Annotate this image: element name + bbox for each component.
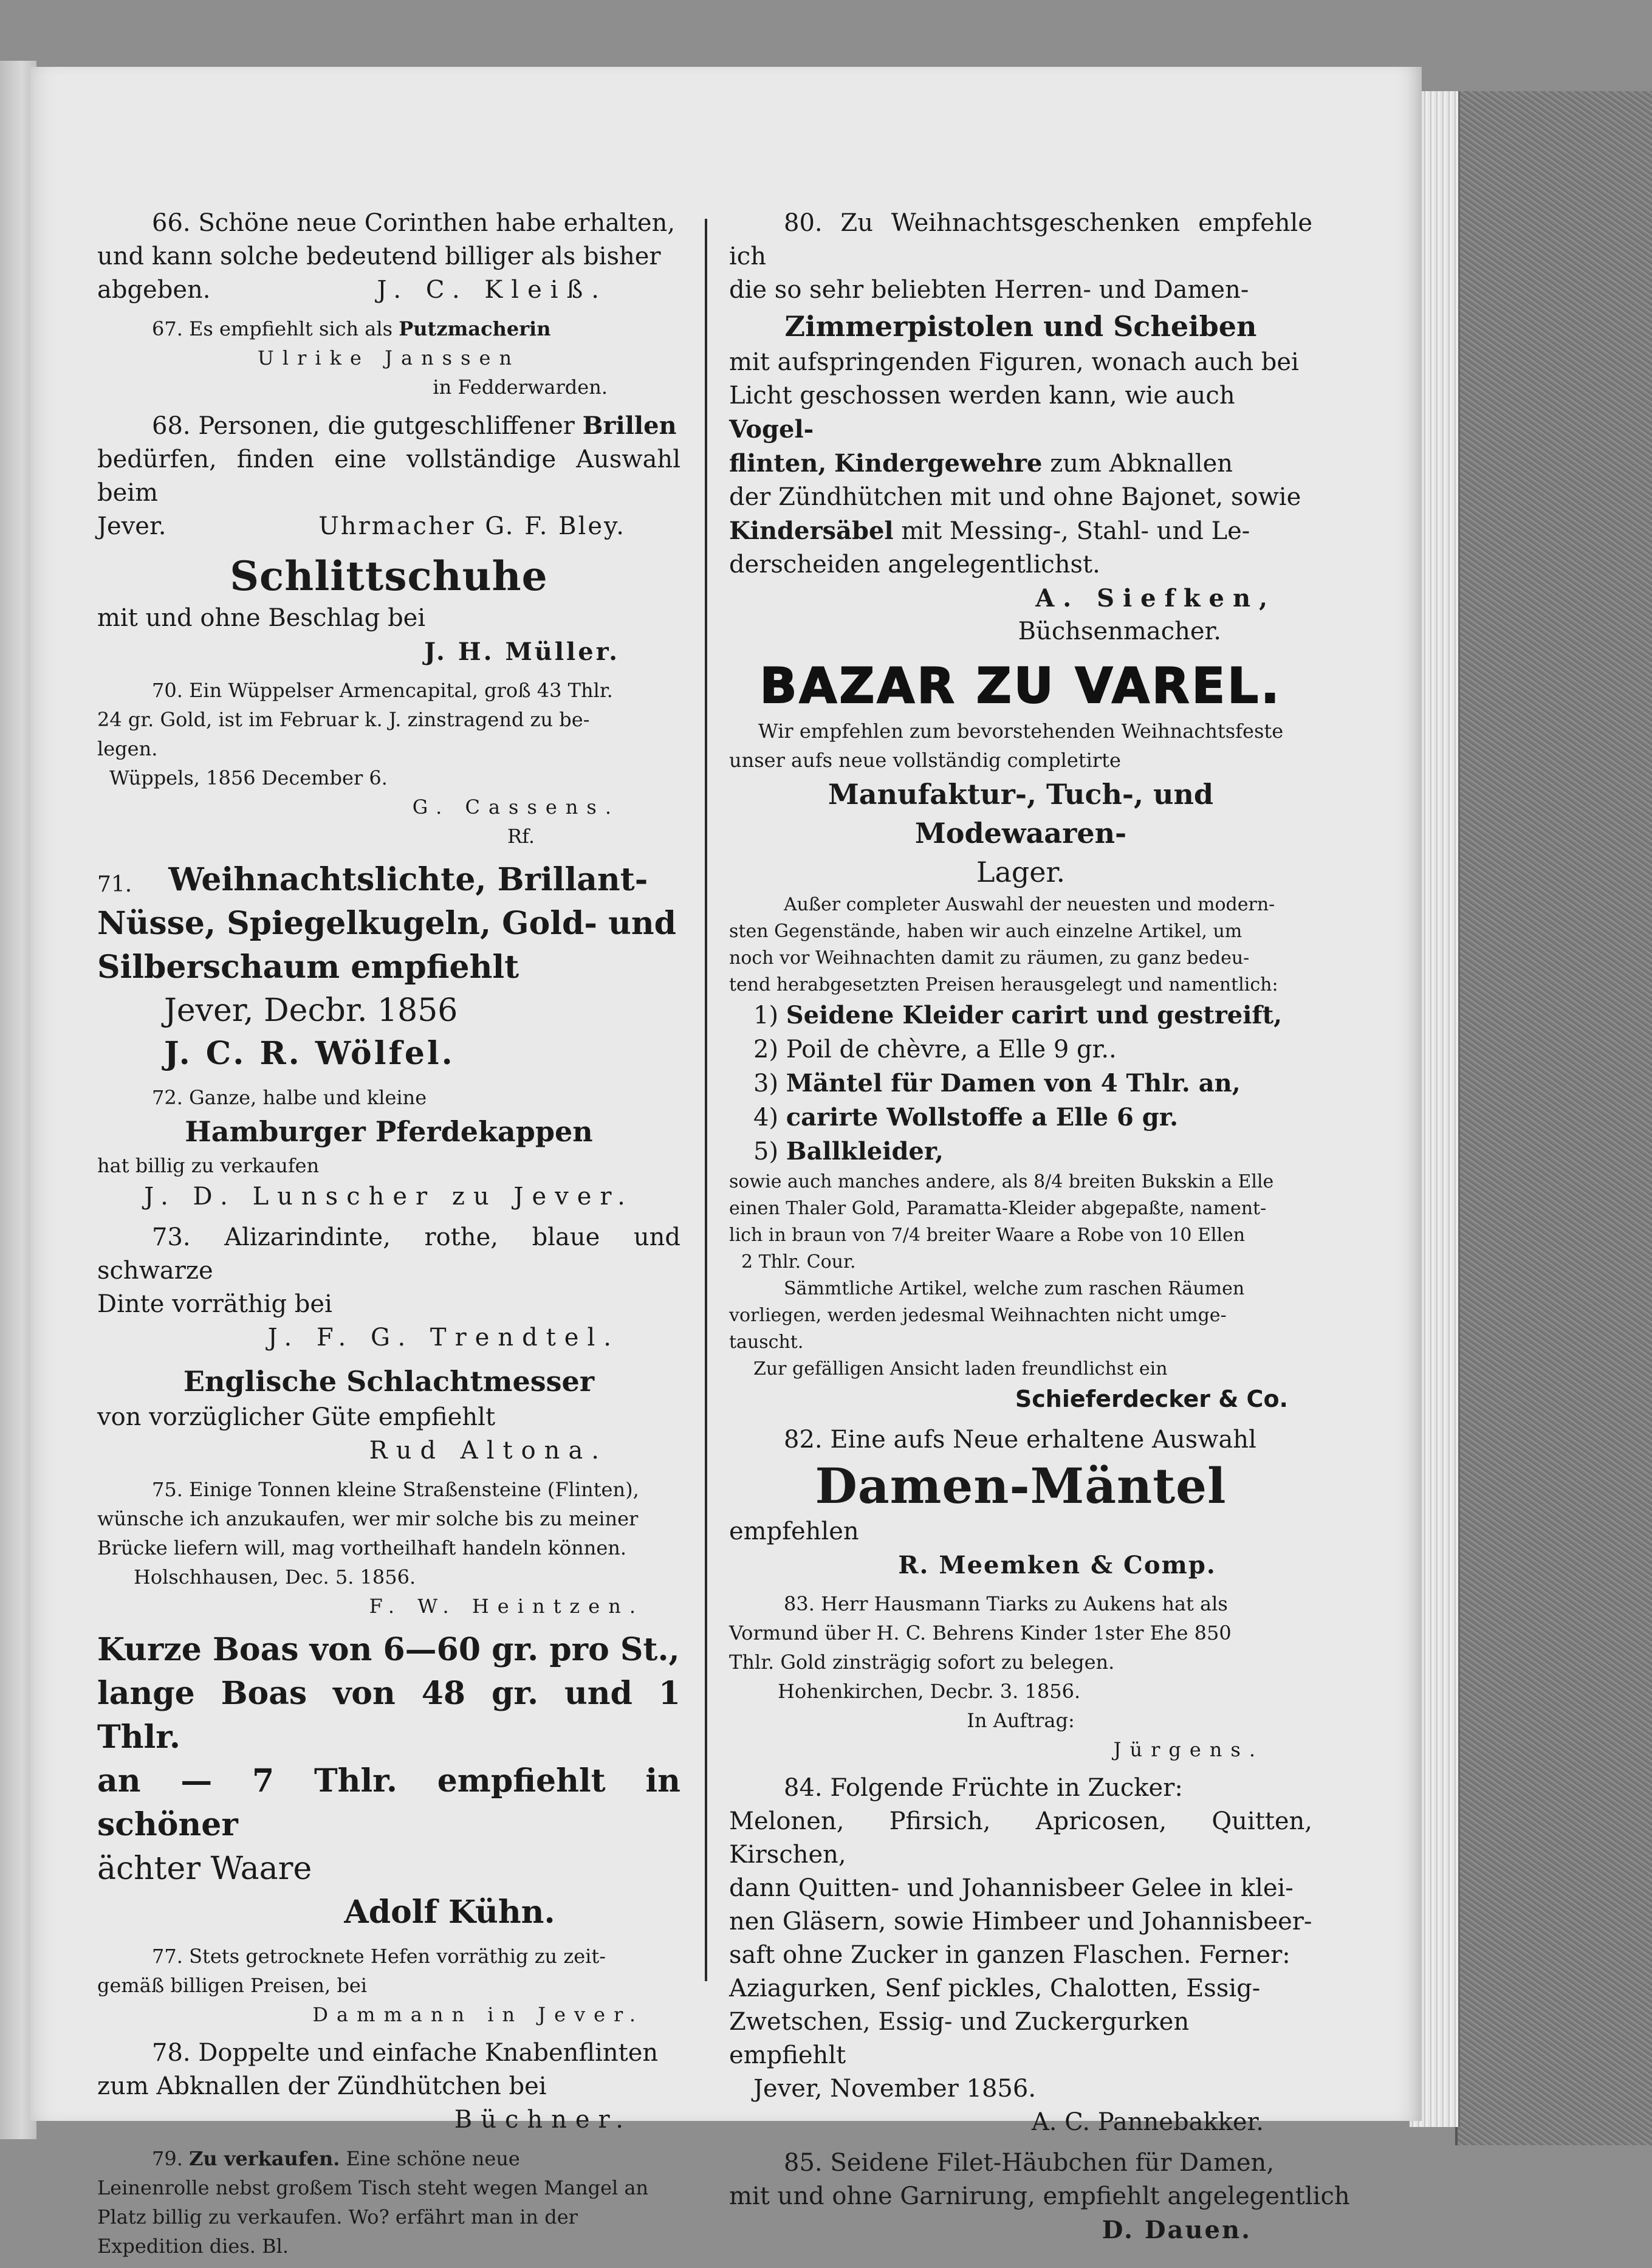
ad-82-line: empfehlen xyxy=(729,1517,859,1545)
book-cover-right xyxy=(1455,91,1652,2145)
ad-72 xyxy=(97,1083,680,1214)
ad-67-line: 67. Es empfiehlt sich als xyxy=(152,317,393,340)
ad-66-footer xyxy=(97,273,680,307)
ad-81-paragraph: einen Thaler Gold, Paramatta-Kleider abgepaßte, nament- xyxy=(729,1198,1267,1219)
ad-66 xyxy=(97,207,680,307)
list-item-number: 4) xyxy=(753,1104,779,1132)
ad-76-line: lange Boas von 48 gr. und 1 Thlr. xyxy=(97,1675,680,1756)
ad-69-line: mit und ohne Beschlag bei xyxy=(97,604,426,632)
ad-80-line: mit Messing-, Stahl- und Le- xyxy=(901,517,1250,545)
ad-78-signature: Büchner. xyxy=(454,2106,632,2134)
ad-79-line: Eine schöne neue xyxy=(346,2147,520,2170)
ad-80-bold: Kindergewehre xyxy=(834,449,1043,478)
right-column xyxy=(729,207,1350,2254)
ad-72-line: hat billig zu verkaufen xyxy=(97,1154,320,1177)
ad-81-line: unser aufs neue vollständig completirte xyxy=(729,749,1121,772)
list-item-text: Mäntel für Damen von 4 Thlr. an, xyxy=(786,1069,1241,1098)
ad-74-title: Englische Schlachtmesser xyxy=(183,1365,595,1398)
ad-72-signature: J. D. Lunscher zu Jever. xyxy=(144,1183,634,1211)
ad-71-title: Weihnachtslichte, Brillant- xyxy=(168,861,648,898)
ad-78-line: 78. Doppelte und einfache Knabenflinten xyxy=(152,2039,659,2067)
ad-73 xyxy=(97,1221,680,1355)
ad-81-line: Wir empfehlen zum bevorstehenden Weihnachtsfeste xyxy=(758,720,1284,743)
ad-68-footer xyxy=(97,510,680,543)
ad-81-signature: Schieferdecker & Co. xyxy=(1015,1386,1288,1412)
ad-81-paragraph: noch vor Weihnachten damit zu räumen, zu ganz bedeu- xyxy=(729,947,1250,969)
ad-81-paragraph: tend herabgesetzten Preisen herausgelegt und namentlich: xyxy=(729,974,1278,995)
ad-82 xyxy=(729,1423,1312,1582)
list-item xyxy=(729,1033,1312,1067)
ad-77-line: gemäß billigen Preisen, bei xyxy=(97,1974,367,1997)
ad-77-signature: Dammann in Jever. xyxy=(312,2003,644,2026)
list-item-number: 5) xyxy=(753,1138,779,1166)
ad-83-line: Hohenkirchen, Decbr. 3. 1856. xyxy=(778,1680,1081,1703)
ad-68-signature: Uhrmacher G. F. Bley. xyxy=(318,512,626,540)
ad-71-number: 71. xyxy=(97,871,132,897)
ad-79-line: Platz billig zu verkaufen. Wo? erfährt man in der xyxy=(97,2205,578,2228)
ad-66-signature: J. C. Kleiß. xyxy=(377,276,608,304)
ad-85-line: mit und ohne Garnirung, empfiehlt angelegentlich xyxy=(729,2182,1350,2210)
list-item xyxy=(729,1101,1312,1135)
ad-81-paragraph: 2 Thlr. Cour. xyxy=(741,1251,856,1273)
ad-66-line: und kann solche bedeutend billiger als bisher xyxy=(97,242,661,270)
ad-76-line: an — 7 Thlr. empfiehlt in schöner xyxy=(97,1762,680,1843)
ad-79-line: Leinenrolle nebst großem Tisch steht wegen Mangel an xyxy=(97,2176,649,2199)
ad-85-line: 85. Seidene Filet-Häubchen für Damen, xyxy=(784,2149,1275,2177)
ad-83 xyxy=(729,1589,1312,1764)
ad-83-signature: Jürgens. xyxy=(1113,1738,1264,1761)
ad-81-paragraph: Zur gefälligen Ansicht laden freundlichst ein xyxy=(753,1358,1168,1380)
ad-68-line: 68. Personen, die gutgeschliffener xyxy=(152,412,575,440)
ad-75-signature: F. W. Heintzen. xyxy=(369,1595,644,1618)
ad-84-line: Aziagurken, Senf pickles, Chalotten, Essig- xyxy=(729,1974,1261,2002)
ad-82-title: Damen-Mäntel xyxy=(815,1457,1227,1514)
ad-71-title: Silberschaum empfiehlt xyxy=(97,949,519,986)
ad-70 xyxy=(97,676,680,851)
list-item-number: 2) xyxy=(753,1036,779,1064)
ad-69 xyxy=(97,551,680,668)
ad-84-line: Jever, November 1856. xyxy=(753,2075,1037,2103)
list-item-number: 1) xyxy=(753,1002,779,1029)
ad-80-signature-sub: Büchsenmacher. xyxy=(1018,617,1221,645)
ad-69-signature: J. H. Müller. xyxy=(424,637,620,666)
ad-74-signature: Rud Altona. xyxy=(369,1437,608,1465)
ad-68-bold: Brillen xyxy=(582,411,677,440)
ad-73-line: 73. Alizarindinte, rothe, blaue und schwarze xyxy=(97,1223,680,1285)
ad-80 xyxy=(729,207,1312,648)
ad-67-bold: Putzmacherin xyxy=(399,317,551,340)
ad-77-line: 77. Stets getrocknete Hefen vorräthig zu zeit- xyxy=(152,1945,606,1968)
ad-70-line: 24 gr. Gold, ist im Februar k. J. zinstragend zu be- xyxy=(97,708,590,731)
ad-76-signature: Adolf Kühn. xyxy=(344,1894,555,1931)
ad-80-line: Licht geschossen werden kann, wie auch xyxy=(729,382,1235,410)
ad-68 xyxy=(97,409,680,543)
ad-78 xyxy=(97,2036,680,2137)
ad-81-subtitle: Lager. xyxy=(976,856,1066,888)
ad-69-title: Schlittschuhe xyxy=(230,552,548,600)
ad-73-line: Dinte vorräthig bei xyxy=(97,1290,332,1318)
ad-80-line: die so sehr beliebten Herren- und Damen- xyxy=(729,276,1249,304)
ad-80-line: derscheiden angelegentlichst. xyxy=(729,551,1100,579)
ad-74-line: von vorzüglicher Güte empfiehlt xyxy=(97,1403,496,1431)
ad-71-signature: J. C. R. Wölfel. xyxy=(164,1035,455,1072)
ad-81-title: BAZAR ZU VAREL. xyxy=(759,658,1282,714)
ad-76-line: ächter Waare xyxy=(97,1850,312,1887)
ad-84-signature: A. C. Pannebakker. xyxy=(1031,2108,1264,2136)
ad-75-line: wünsche ich anzukaufen, wer mir solche bis zu meiner xyxy=(97,1507,639,1530)
ad-72-line: 72. Ganze, halbe und kleine xyxy=(152,1086,427,1109)
ad-83-line: Vormund über H. C. Behrens Kinder 1ster Ehe 850 xyxy=(729,1621,1232,1644)
ad-80-title: Zimmerpistolen und Scheiben xyxy=(784,310,1257,343)
ad-73-signature: J. F. G. Trendtel. xyxy=(267,1324,620,1352)
ad-75 xyxy=(97,1475,680,1621)
ad-77 xyxy=(97,1942,680,2029)
newspaper-page xyxy=(30,67,1422,2258)
ad-71 xyxy=(97,858,680,1076)
ad-85 xyxy=(729,2146,1350,2247)
ad-82-signature: R. Meemken & Comp. xyxy=(898,1551,1216,1579)
list-item xyxy=(729,1135,1312,1169)
list-item-number: 3) xyxy=(753,1070,779,1098)
ad-66-line: 66. Schöne neue Corinthen habe erhalten, xyxy=(152,209,676,237)
ad-68-line: Jever. xyxy=(97,512,166,540)
ad-85-signature: D. Dauen. xyxy=(1102,2216,1252,2244)
ad-81-paragraph: vorliegen, werden jedesmal Weihnachten nicht umge- xyxy=(729,1305,1227,1326)
ad-75-line: Brücke liefern will, mag vortheilhaft handeln können. xyxy=(97,1536,627,1559)
ad-80-line: mit aufspringenden Figuren, wonach auch bei xyxy=(729,348,1299,376)
ad-81-paragraph: sten Gegenstände, haben wir auch einzelne Artikel, um xyxy=(729,921,1242,942)
ad-80-bold: Vogel- xyxy=(729,415,814,444)
ad-79-number: 79. xyxy=(152,2147,183,2170)
list-item-text: Poil de chèvre, a Elle 9 gr.. xyxy=(786,1036,1117,1064)
ad-70-signature: G. Cassens. xyxy=(412,796,620,819)
ad-79-bold: Zu verkaufen. xyxy=(189,2147,340,2170)
left-column xyxy=(97,207,680,2268)
ad-79 xyxy=(97,2144,680,2261)
ad-84-line: nen Gläsern, sowie Himbeer und Johannisbeer- xyxy=(729,1908,1312,1936)
ad-83-line: Thlr. Gold zinsträgig sofort zu belegen. xyxy=(729,1651,1115,1674)
ad-84-line: Zwetschen, Essig- und Zuckergurken empfiehlt xyxy=(729,2008,1190,2069)
ad-84 xyxy=(729,1771,1312,2139)
ad-81-paragraph: Sämmtliche Artikel, welche zum raschen Räumen xyxy=(784,1278,1245,1299)
ad-83-line: In Auftrag: xyxy=(967,1709,1075,1732)
ad-83-line: 83. Herr Hausmann Tiarks zu Aukens hat als xyxy=(784,1592,1228,1615)
ad-80-line: 80. Zu Weihnachtsgeschenken empfehle ich xyxy=(729,209,1312,270)
ad-76 xyxy=(97,1628,680,1934)
ad-84-line: saft ohne Zucker in ganzen Flaschen. Ferner: xyxy=(729,1941,1290,1969)
ad-81-paragraph: lich in braun von 7/4 breiter Waare a Robe von 10 Ellen xyxy=(729,1225,1246,1246)
ad-75-line: 75. Einige Tonnen kleine Straßensteine (Flinten), xyxy=(152,1478,639,1501)
ad-67 xyxy=(97,314,680,402)
list-item-text: Ballkleider, xyxy=(786,1137,944,1166)
ad-78-line: zum Abknallen der Zündhütchen bei xyxy=(97,2072,547,2100)
ad-75-line: Holschhausen, Dec. 5. 1856. xyxy=(134,1565,416,1589)
ad-67-name: Ulrike Janssen xyxy=(257,346,521,369)
ad-74 xyxy=(97,1362,680,1468)
ad-71-line: Jever, Decbr. 1856 xyxy=(164,992,458,1029)
list-item-text: Seidene Kleider carirt und gestreift, xyxy=(786,1001,1283,1029)
ad-70-line: legen. xyxy=(97,737,158,760)
list-item xyxy=(729,998,1312,1033)
ad-67-place: in Fedderwarden. xyxy=(433,376,608,399)
ad-84-line: Melonen, Pfirsich, Apricosen, Quitten, Kirschen, xyxy=(729,1807,1312,1869)
ad-81-paragraph: Außer completer Auswahl der neuesten und modern- xyxy=(784,894,1275,915)
ad-70-signature-sub: Rf. xyxy=(507,825,535,848)
ad-70-line: 70. Ein Wüppelser Armencapital, groß 43 Thlr. xyxy=(152,679,613,702)
ad-81-subtitle: Manufaktur-, Tuch-, und Modewaaren- xyxy=(828,778,1214,850)
ad-66-line: abgeben. xyxy=(97,276,211,304)
ad-71-title: Nüsse, Spiegelkugeln, Gold- und xyxy=(97,905,677,942)
ad-81-paragraph: tauscht. xyxy=(729,1332,804,1353)
ad-81-paragraph: sowie auch manches andere, als 8/4 breiten Bukskin a Elle xyxy=(729,1171,1274,1192)
list-item-text: carirte Wollstoffe a Elle 6 gr. xyxy=(786,1103,1179,1132)
list-item xyxy=(729,1067,1312,1101)
ad-68-line: bedürfen, finden eine vollständige Auswahl beim xyxy=(97,445,680,507)
ad-70-line: Wüppels, 1856 December 6. xyxy=(109,766,388,789)
ad-80-signature: A. Siefken, xyxy=(1035,584,1276,613)
ad-80-bold: Kindersäbel xyxy=(729,517,894,545)
column-divider xyxy=(705,219,707,1981)
ad-82-line: 82. Eine aufs Neue erhaltene Auswahl xyxy=(784,1426,1256,1454)
ad-72-title: Hamburger Pferdekappen xyxy=(185,1115,593,1148)
ad-81 xyxy=(729,656,1312,1416)
ad-80-bold: flinten, xyxy=(729,449,827,478)
ad-84-line: 84. Folgende Früchte in Zucker: xyxy=(784,1774,1183,1802)
ad-76-line: Kurze Boas von 6—60 gr. pro St., xyxy=(97,1631,680,1668)
ad-80-line: der Zündhütchen mit und ohne Bajonet, sowie xyxy=(729,483,1301,511)
ad-80-line: zum Abknallen xyxy=(1050,450,1233,478)
ad-81-list xyxy=(729,998,1312,1169)
ad-79-line: Expedition dies. Bl. xyxy=(97,2235,289,2258)
ad-84-line: dann Quitten- und Johannisbeer Gelee in klei- xyxy=(729,1874,1294,1902)
